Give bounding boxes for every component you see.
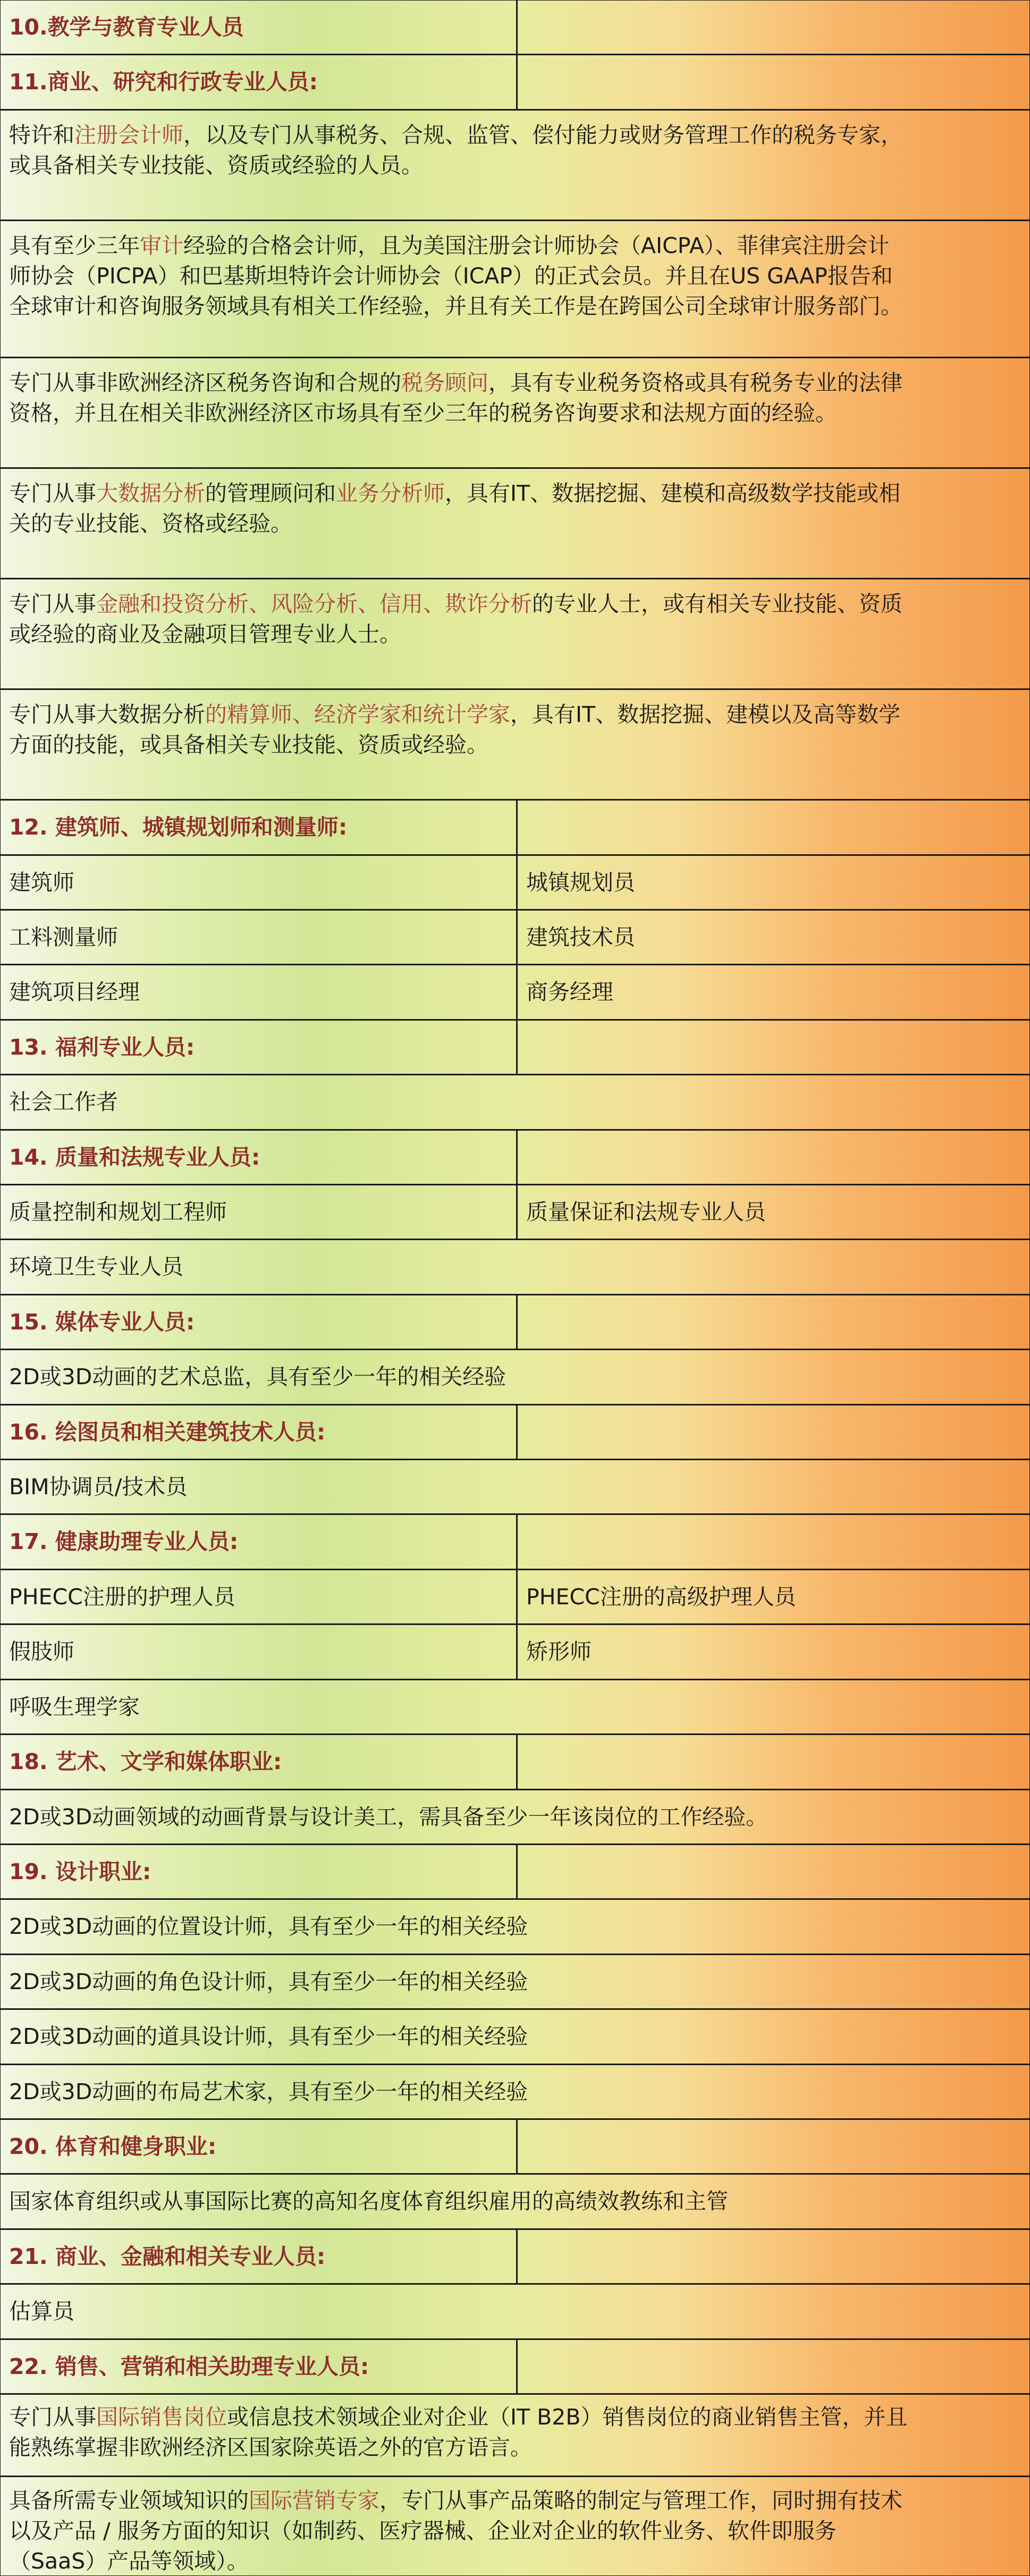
section-heading: 14. 质量和法规专业人员:	[9, 1144, 260, 1170]
section-15-header-row	[1, 1295, 1029, 1350]
empty-cell	[516, 1131, 1029, 1184]
occupation-cell: 2D或3D动画领域的动画背景与设计美工，需具备至少一年该岗位的工作经验。	[9, 1804, 768, 1830]
section-18-header-row	[1, 1735, 1029, 1790]
empty-cell	[516, 1405, 1029, 1459]
section-11-header-row	[1, 55, 1029, 111]
paragraph: 具备所需专业领域知识的国际营销专家，专门从事产品策略的制定与管理工作，同时拥有技术 以及产品 / 服务方面的知识（如制药、医疗器械、企业对企业的软件业务、软件即服务 （SaaS）产品等领域）。	[9, 2488, 902, 2574]
occupation-cell: 假肢师	[9, 1639, 74, 1664]
empty-cell	[516, 1, 1029, 54]
paragraph: 特许和注册会计师，以及专门从事税务、合规、监管、偿付能力或财务管理工作的税务专家， 或具备相关专业技能、资质或经验的人员。	[9, 122, 902, 178]
section-11-paragraph-row	[1, 690, 1029, 801]
occupation-cell: 建筑技术员	[516, 911, 1029, 964]
occupation-cell: PHECC注册的高级护理人员	[516, 1570, 1029, 1623]
section-19-header-row	[1, 1845, 1029, 1900]
occupation-cell: 矫形师	[516, 1625, 1029, 1679]
table-row	[1, 2065, 1029, 2120]
section-heading: 21. 商业、金融和相关专业人员:	[9, 2243, 326, 2269]
table-row	[1, 1350, 1029, 1405]
occupation-cell: 2D或3D动画的道具设计师，具有至少一年的相关经验	[9, 2024, 528, 2049]
section-12-header-row	[1, 801, 1029, 856]
section-heading: 22. 销售、营销和相关助理专业人员:	[9, 2353, 369, 2379]
paragraph: 专门从事大数据分析的管理顾问和业务分析师，具有IT、数据挖掘、建模和高级数学技能或相 关的专业技能、资格或经验。	[9, 481, 901, 536]
table-row	[1, 911, 1029, 965]
table-row	[1, 1075, 1029, 1131]
empty-cell	[516, 55, 1029, 109]
paragraph: 具有至少三年审计经验的合格会计师，且为美国注册会计师协会（AICPA）、菲律宾注册会计 师协会（PICPA）和巴基斯坦特许会计师协会（ICAP）的正式会员。并且在US GAAP报告和 全球审计和咨询服务领域具有相关工作经验，并且有关工作是在跨国公司全球审计服务部门。	[9, 233, 902, 319]
table-row	[1, 1460, 1029, 1515]
section-10-header-row	[1, 1, 1029, 55]
table-row	[1, 1680, 1029, 1735]
section-11-paragraph-row	[1, 579, 1029, 690]
occupation-cell: 环境卫生专业人员	[9, 1254, 183, 1279]
section-11-paragraph-row	[1, 111, 1029, 221]
table-row	[1, 856, 1029, 911]
section-22-paragraph-row	[1, 2395, 1029, 2477]
occupation-cell: 呼吸生理学家	[9, 1694, 140, 1720]
section-20-header-row	[1, 2120, 1029, 2175]
empty-cell	[516, 801, 1029, 854]
section-heading: 17. 健康助理专业人员:	[9, 1529, 239, 1554]
occupation-cell: 社会工作者	[9, 1089, 118, 1115]
section-16-header-row	[1, 1405, 1029, 1460]
section-11-paragraph-row	[1, 358, 1029, 469]
section-heading: 18. 艺术、文学和媒体职业:	[9, 1749, 282, 1774]
section-17-header-row	[1, 1515, 1029, 1570]
occupation-cell: 建筑师	[9, 869, 74, 895]
section-heading: 16. 绘图员和相关建筑技术人员:	[9, 1419, 326, 1445]
table-row	[1, 1625, 1029, 1680]
occupation-cell: 2D或3D动画的艺术总监，具有至少一年的相关经验	[9, 1364, 506, 1390]
occupation-cell: 质量控制和规划工程师	[9, 1199, 227, 1225]
section-heading: 10.教学与教育专业人员	[9, 14, 244, 40]
table-row	[1, 2285, 1029, 2340]
occupation-cell: 建筑项目经理	[9, 979, 140, 1005]
section-11-paragraph-row	[1, 221, 1029, 358]
section-22-paragraph-row	[1, 2477, 1029, 2575]
section-11-paragraph-row	[1, 469, 1029, 579]
occupation-cell: 质量保证和法规专业人员	[516, 1185, 1029, 1239]
table-row	[1, 1955, 1029, 2010]
section-14-header-row	[1, 1131, 1029, 1185]
occupation-cell: 2D或3D动画的位置设计师，具有至少一年的相关经验	[9, 1914, 528, 1939]
empty-cell	[516, 2120, 1029, 2173]
occupation-cell: BIM协调员/技术员	[9, 1474, 188, 1500]
section-heading: 13. 福利专业人员:	[9, 1034, 195, 1060]
empty-cell	[516, 1845, 1029, 1898]
paragraph: 专门从事金融和投资分析、风险分析、信用、欺诈分析的专业人士，或有相关专业技能、资质 或经验的商业及金融项目管理专业人士。	[9, 591, 902, 647]
occupation-cell: 2D或3D动画的布局艺术家，具有至少一年的相关经验	[9, 2078, 528, 2104]
empty-cell	[516, 1515, 1029, 1569]
occupation-cell: 工料测量师	[9, 924, 118, 950]
occupation-cell: 商务经理	[516, 965, 1029, 1019]
occupation-cell: PHECC注册的护理人员	[9, 1584, 235, 1610]
section-heading: 12. 建筑师、城镇规划师和测量师:	[9, 814, 348, 840]
table-row	[1, 1185, 1029, 1240]
paragraph: 专门从事非欧洲经济区税务咨询和合规的税务顾问，具有专业税务资格或具有税务专业的法律 资格，并且在相关非欧洲经济区市场具有至少三年的税务咨询要求和法规方面的经验。	[9, 370, 902, 426]
empty-cell	[516, 2340, 1029, 2393]
paragraph: 专门从事大数据分析的精算师、经济学家和统计学家，具有IT、数据挖掘、建模以及高等数学 方面的技能，或具备相关专业技能、资质或经验。	[9, 702, 901, 757]
occupation-cell: 估算员	[9, 2299, 74, 2324]
section-heading: 19. 设计职业:	[9, 1858, 151, 1884]
section-heading: 15. 媒体专业人员:	[9, 1309, 195, 1335]
section-22-header-row	[1, 2340, 1029, 2395]
empty-cell	[516, 1735, 1029, 1789]
empty-cell	[516, 1021, 1029, 1074]
occupation-cell: 城镇规划员	[516, 856, 1029, 909]
table-row	[1, 1240, 1029, 1295]
section-heading: 11.商业、研究和行政专业人员:	[9, 69, 318, 95]
table-row	[1, 1900, 1029, 1955]
section-heading: 20. 体育和健身职业:	[9, 2133, 217, 2159]
table-row	[1, 1790, 1029, 1845]
occupation-cell: 国家体育组织或从事国际比赛的高知名度体育组织雇用的高绩效教练和主管	[9, 2188, 728, 2214]
occupation-cell: 2D或3D动画的角色设计师，具有至少一年的相关经验	[9, 1968, 528, 1994]
table-row	[1, 2175, 1029, 2230]
section-13-header-row	[1, 1021, 1029, 1075]
table-row	[1, 965, 1029, 1021]
table-row	[1, 2010, 1029, 2065]
empty-cell	[516, 2230, 1029, 2283]
table-row	[1, 1570, 1029, 1625]
section-21-header-row	[1, 2230, 1029, 2285]
paragraph: 专门从事国际销售岗位或信息技术领域企业对企业（IT B2B）销售岗位的商业销售主管，并且 能熟练掌握非欧洲经济区国家除英语之外的官方语言。	[9, 2404, 908, 2460]
empty-cell	[516, 1295, 1029, 1349]
